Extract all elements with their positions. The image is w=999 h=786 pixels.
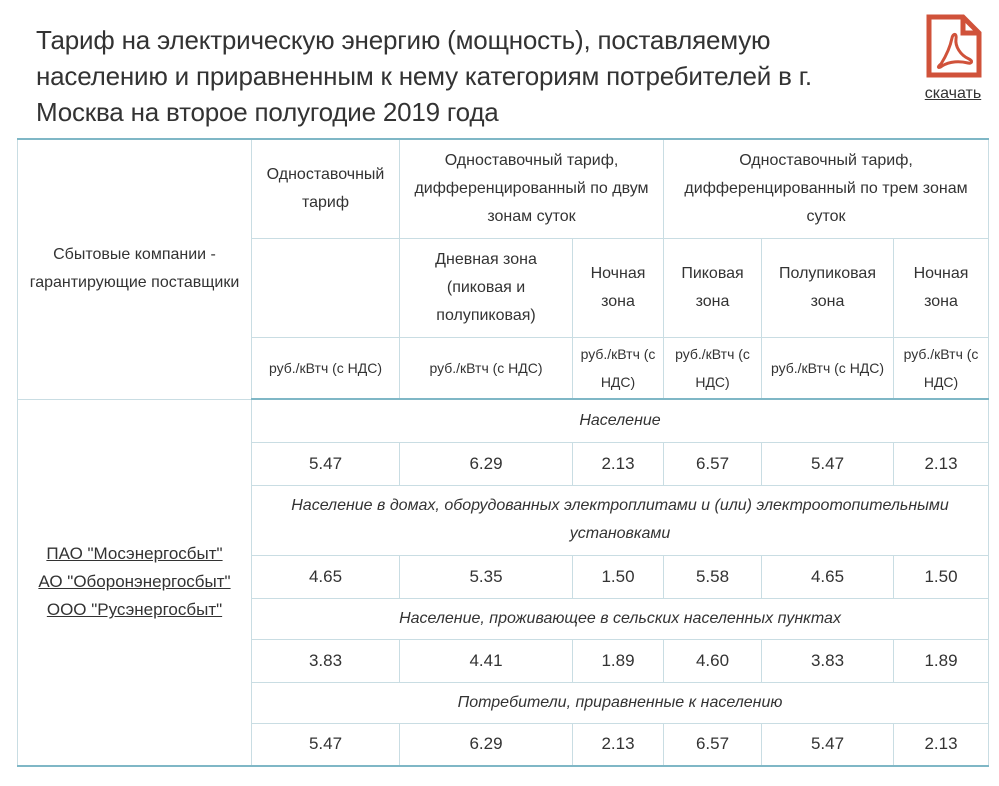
category-row [18, 399, 989, 442]
value-cell: 6.29 [400, 442, 573, 485]
unit-label: руб./кВтч (с НДС) [573, 337, 664, 399]
category-title: Население [252, 399, 989, 442]
unit-label: руб./кВтч (с НДС) [664, 337, 762, 399]
value-cell: 1.89 [573, 639, 664, 682]
value-cell: 5.35 [400, 555, 573, 598]
value-cell: 5.47 [762, 442, 894, 485]
unit-label: руб./кВтч (с НДС) [252, 337, 400, 399]
value-cell: 4.65 [252, 555, 400, 598]
unit-label: руб./кВтч (с НДС) [762, 337, 894, 399]
value-cell: 5.47 [252, 442, 400, 485]
pdf-download[interactable] [914, 14, 994, 103]
category-title: Население в домах, оборудованных электроплитами и (или) электроотопительными установками [252, 485, 989, 555]
peak-zone-header: Пиковая зона [664, 238, 762, 337]
value-cell: 6.29 [400, 723, 573, 766]
value-cell: 4.60 [664, 639, 762, 682]
value-cell: 4.65 [762, 555, 894, 598]
pdf-file-icon[interactable] [926, 14, 982, 78]
unit-label: руб./кВтч (с НДС) [894, 337, 989, 399]
single-tariff-header: Одноставочный тариф [252, 139, 400, 238]
value-cell: 2.13 [894, 723, 989, 766]
supplier-link-rusenergosbyt[interactable]: ООО "Русэнергосбыт" [46, 600, 223, 620]
suppliers-cell [18, 399, 252, 766]
value-cell: 3.83 [252, 639, 400, 682]
night-zone-3-header: Ночная зона [894, 238, 989, 337]
night-zone-header: Ночная зона [573, 238, 664, 337]
value-cell: 5.47 [762, 723, 894, 766]
value-cell: 5.58 [664, 555, 762, 598]
value-cell: 6.57 [664, 442, 762, 485]
supplier-link-mosenergosbyt[interactable]: ПАО "Мосэнергосбыт" [46, 544, 223, 564]
single-tariff-subheader [252, 238, 400, 337]
value-cell: 2.13 [573, 723, 664, 766]
value-cell: 2.13 [894, 442, 989, 485]
value-cell: 1.89 [894, 639, 989, 682]
supplier-link-oboronenergosbyt[interactable]: АО "Оборонэнергосбыт" [38, 572, 231, 592]
unit-label: руб./кВтч (с НДС) [400, 337, 573, 399]
tariff-table [17, 138, 989, 767]
two-zone-header: Одноставочный тариф, дифференцированный по двум зонам суток [400, 139, 664, 238]
three-zone-header: Одноставочный тариф, дифференцированный по трем зонам суток [664, 139, 989, 238]
day-zone-header: Дневная зона (пиковая и полупиковая) [400, 238, 573, 337]
page-title: Тариф на электрическую энергию (мощность), поставляемую населению и приравненным к нему категориям потребителей в г. Москва на второе полугодие 2019 года [36, 25, 812, 127]
value-cell: 1.50 [894, 555, 989, 598]
half-peak-zone-header: Полупиковая зона [762, 238, 894, 337]
value-cell: 6.57 [664, 723, 762, 766]
value-cell: 5.47 [252, 723, 400, 766]
value-cell: 3.83 [762, 639, 894, 682]
download-link[interactable]: скачать [924, 85, 982, 102]
value-cell: 4.41 [400, 639, 573, 682]
suppliers-header: Сбытовые компании - гарантирующие поставщики [18, 139, 252, 399]
value-cell: 2.13 [573, 442, 664, 485]
category-title: Потребители, приравненные к населению [252, 682, 989, 723]
category-title: Население, проживающее в сельских населенных пунктах [252, 598, 989, 639]
value-cell: 1.50 [573, 555, 664, 598]
